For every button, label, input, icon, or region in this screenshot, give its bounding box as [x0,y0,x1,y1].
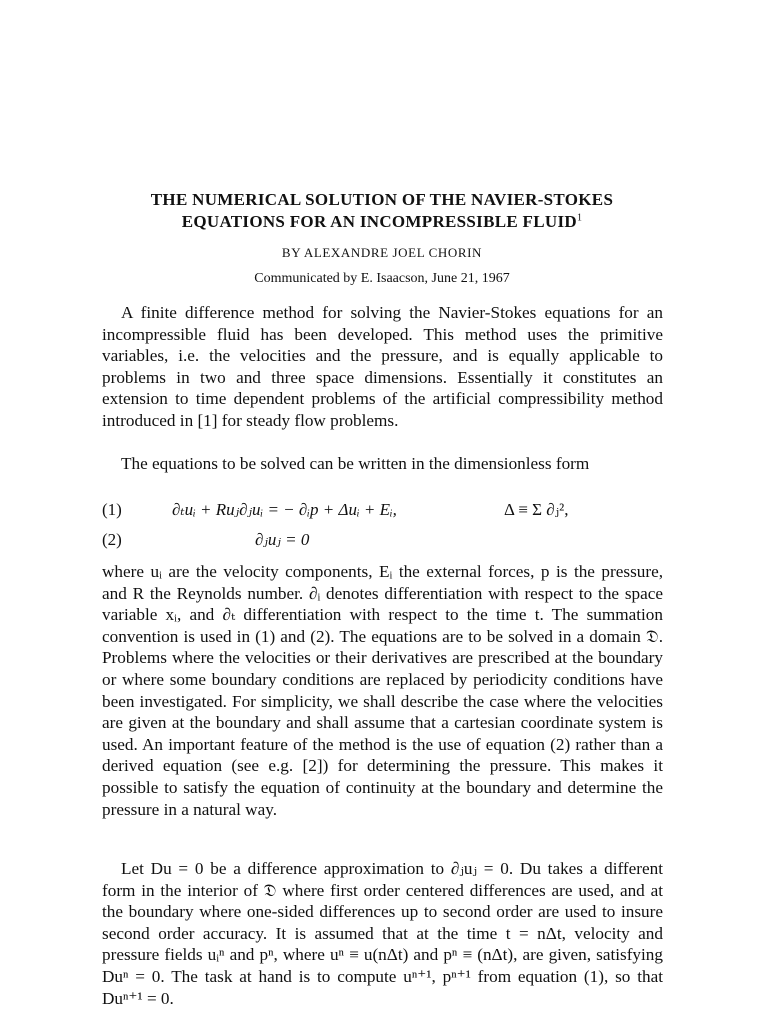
equation-1 [102,500,663,524]
equation-1-number: (1) [102,500,122,519]
author-byline: BY ALEXANDRE JOEL CHORIN [281,245,483,260]
equation-2 [102,530,663,554]
paragraph-intro: A finite difference method for solving the Navier-Stokes equations for an incompressible fluid has been developed. This method uses the primitive variables, i.e. the velocities and the pressure, and is equally applicable to problems in two and three space dimensions. Essentially it constitutes an extension to time dependent problems of the artificial compressibility method introduced in [1] for steady flow problems. [102,303,663,430]
paragraph-equations-lead: The equations to be solved can be written in the dimensionless form [121,454,590,473]
communicated-line: Communicated by E. Isaacson, June 21, 1967 [254,271,510,286]
paper-title [102,189,662,233]
title-footnote-mark: 1 [576,212,583,224]
equation-1-body: ∂ₜuᵢ + Ruⱼ∂ⱼuᵢ = − ∂ᵢp + Δuᵢ + Eᵢ, [172,500,397,519]
equation-2-number: (2) [102,530,122,549]
title-line-2-text: EQUATIONS FOR AN INCOMPRESSIBLE FLUID [181,212,577,231]
equation-1-laplacian-def: Δ ≡ Σ ∂ⱼ², [504,500,569,519]
paragraph-definitions: where uᵢ are the velocity components, Eᵢ the external forces, p is the pressure, and R the Reynolds number. ∂ᵢ denotes differentiation with respect to the space variable xᵢ, and ∂ₜ differentiation with respect to the time t. The summation convention is used in (1) and (2). The equations are to be solved in a domain 𝔇. Problems where the velocities or their derivatives are prescribed at the boundary or where some boundary conditions are replaced by periodicity conditions have been investigated. For simplicity, we shall describe the case where the velocities are given at the boundary and shall assume that a cartesian coordinate system is used. An important feature of the method is the use of equation (2) rather than a derived equation (see e.g. [2]) for determining the pressure. This makes it possible to satisfy the equation of continuity at the boundary and determine the pressure in a natural way. [102,562,663,819]
title-line-1: THE NUMERICAL SOLUTION OF THE NAVIER-STOKES [150,190,614,209]
equation-2-body: ∂ⱼuⱼ = 0 [255,530,310,549]
paragraph-difference-approx: Let Du = 0 be a difference approximation to ∂ⱼuⱼ = 0. Du takes a different form in the interior of 𝔇 where first order centered differences are used, and at the boundary where one-sided differences up to second order are used to insure second order accuracy. It is assumed that at the time t = nΔt, velocity and pressure fields uᵢⁿ and pⁿ, where uⁿ ≡ u(nΔt) and pⁿ ≡ (nΔt), are given, satisfying Duⁿ = 0. The task at hand is to compute uⁿ⁺¹, pⁿ⁺¹ from equation (1), so that Duⁿ⁺¹ = 0. [102,859,663,1008]
title-line-2 [102,211,662,233]
